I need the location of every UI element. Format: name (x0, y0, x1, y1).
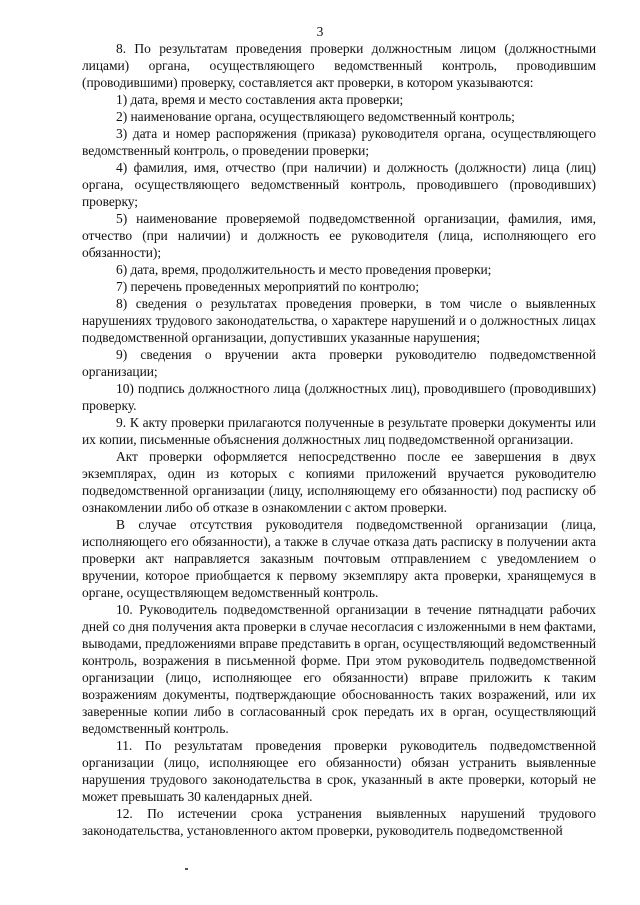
list-item-8-10: 10) подпись должностного лица (должностных лиц), проводившего (проводивших) проверку. (82, 381, 596, 413)
list-item-8-6: 6) дата, время, продолжительность и место проведения проверки; (116, 262, 492, 277)
list-item-8-3: 3) дата и номер распоряжения (приказа) руководителя органа, осуществляющего ведомственный контроль, о проведении проверки; (82, 126, 596, 158)
list-item-8-5: 5) наименование проверяемой подведомственной организации, фамилия, имя, отчество (при наличии) и должность ее руководителя (лица, исполняющего его обязанности); (82, 211, 596, 260)
list-item-8-2: 2) наименование органа, осуществляющего ведомственный контроль; (116, 109, 515, 124)
list-item-8-7: 7) перечень проведенных мероприятий по контролю; (116, 279, 420, 294)
list-item-8-4: 4) фамилия, имя, отчество (при наличии) и должность (должности) лица (лиц) органа, осуществляющего ведомственный контроль, проводившего (проводивших) проверку; (82, 160, 596, 209)
scan-artifact-mark (185, 868, 188, 870)
paragraph-11: 11. По результатам проведения проверки руководитель подведомственной организации (лицо, исполняющее его обязанности) обязан устранить выявленные нарушения трудового законодательства в срок, указанный в акте проверки, который не может превышать 30 календарных дней. (82, 738, 596, 804)
list-item-8-8: 8) сведения о результатах проведения проверки, в том числе о выявленных нарушениях трудового законодательства, о характере нарушений и о должностных лицах подведомственной организации, допустивших указанные нарушения; (82, 296, 596, 345)
page-number: 3 (316, 24, 324, 39)
paragraph-8: 8. По результатам проведения проверки должностным лицом (должностными лицами) органа, осуществляющего ведомственный контроль, проводившим (проводившими) проверку, составляется акт проверки, в котором указываются: (82, 41, 596, 90)
paragraph-12: 12. По истечении срока устранения выявленных нарушений трудового законодательства, установленного актом проверки, руководитель подведомственной (82, 806, 596, 838)
paragraph-9-absence: В случае отсутствия руководителя подведомственной организации (лица, исполняющего его обязанности), а также в случае отказа дать расписку в получении акта проверки акт направляется заказным почтовым отправлением с уведомлением о вручении, которое приобщается к первому экземпляру акта проверки, хранящемуся в органе, осуществляющем ведомственный контроль. (82, 517, 596, 600)
paragraph-9-act: Акт проверки оформляется непосредственно после ее завершения в двух экземплярах, один из которых с копиями приложений вручается руководителю подведомственной организации (лицу, исполняющему его обязанности) под расписку об ознакомлении либо об отказе в ознакомлении с актом проверки. (82, 449, 596, 515)
paragraph-10: 10. Руководитель подведомственной организации в течение пятнадцати рабочих дней со дня получения акта проверки в случае несогласия с изложенными в нем фактами, выводами, предложениями вправе представить в орган, осуществляющий ведомственный контроль, возражения в письменной форме. При этом руководитель подведомственной организации (лицо, исполняющее его обязанности) вправе приложить к таким возражениям документы, подтверждающие обоснованность таких возражений, или их заверенные копии либо в согласованный срок передать их в орган, осуществляющий ведомственный контроль. (82, 602, 596, 736)
document-body (82, 40, 596, 839)
list-item-8-1: 1) дата, время и место составления акта проверки; (116, 92, 404, 107)
paragraph-9: 9. К акту проверки прилагаются полученные в результате проверки документы или их копии, письменные объяснения должностных лиц подведомственной организации. (82, 415, 596, 447)
list-item-8-9: 9) сведения о вручении акта проверки руководителю подведомственной организации; (82, 347, 596, 379)
